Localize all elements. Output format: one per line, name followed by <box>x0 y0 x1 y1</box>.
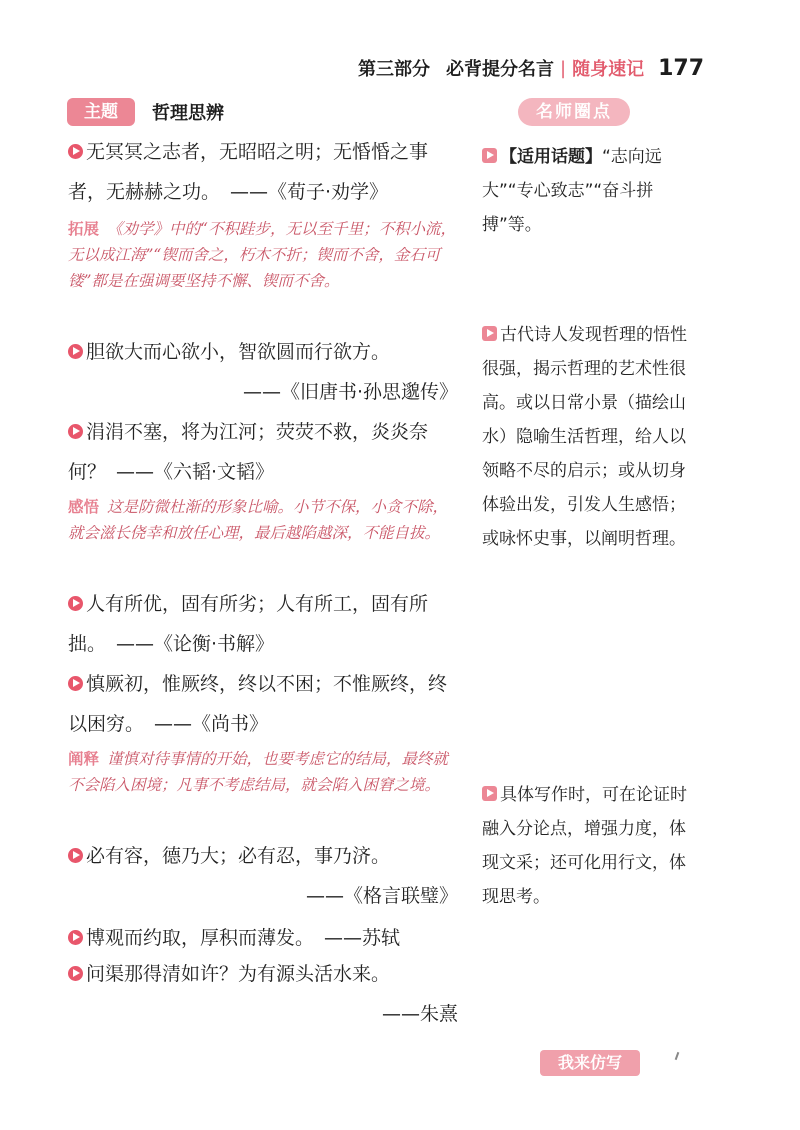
quote-source: ——《论衡·书解》 <box>116 633 275 655</box>
play-bullet-icon <box>68 676 83 691</box>
note-explain <box>68 746 458 798</box>
note-tag: 感悟 <box>68 498 100 516</box>
section-label: 必背提分名言 <box>446 59 554 80</box>
play-bullet-icon <box>68 596 83 611</box>
quote-item <box>68 836 458 916</box>
topic-title: 哲理思辨 <box>152 103 224 124</box>
note-insight <box>68 494 458 546</box>
quote-item <box>68 664 458 744</box>
side-note <box>482 318 694 556</box>
quote-text: 问渠那得清如许？为有源头活水来。 <box>86 963 391 985</box>
quote-source: ——《六韬·文韬》 <box>116 461 275 483</box>
note-text: 这是防微杜渐的形象比喻。小节不保，小贪不除，就会滋长侥幸和放任心理，最后越陷越深，不能自拔。 <box>68 498 449 542</box>
play-bullet-icon <box>68 344 83 359</box>
quote-item <box>68 332 458 412</box>
page-header <box>358 52 718 84</box>
quote-text: 必有容，德乃大；必有忍，事乃济。 <box>86 845 391 867</box>
quote-text: 涓涓不塞，将为江河；荧荧不救，炎炎奈何？ <box>68 421 429 483</box>
side-note-text: 古代诗人发现哲理的悟性很强，揭示哲理的艺术性很高。或以日常小景（描绘山水）隐喻生活哲理，给人以领略不尽的启示；或从切身体验出发，引发人生感悟；或咏怀史事，以阐明哲理。 <box>482 325 687 549</box>
topic-badge: 主题 <box>67 98 135 126</box>
side-notes-badge: 名师圈点 <box>518 98 630 126</box>
play-bullet-icon <box>68 966 83 981</box>
quote-source: ——朱熹 <box>381 1003 458 1025</box>
play-bullet-icon <box>68 144 83 159</box>
side-note-text: 具体写作时，可在论证时融入分论点，增强力度，体现文采；还可化用行文，体现思考。 <box>482 785 687 907</box>
header-separator: | <box>560 57 567 79</box>
note-expand <box>68 216 458 294</box>
part-label: 第三部分 <box>358 59 430 80</box>
quote-source: ——《格言联璧》 <box>305 885 458 907</box>
imitate-writing-tab: 我来仿写 <box>540 1050 640 1076</box>
play-bullet-icon <box>68 848 83 863</box>
quote-item <box>68 132 458 212</box>
note-text: 《劝学》中的“不积跬步，无以至千里；不积小流，无以成江海”“锲而舍之，朽木不折；锲而不舍，金石可镂”都是在强调要坚持不懈、锲而不舍。 <box>68 220 456 290</box>
quote-source: ——《旧唐书·孙思邈传》 <box>242 381 458 403</box>
side-note-text: “志向远大”“专心致志”“奋斗拼搏”等。 <box>482 147 662 235</box>
quote-item <box>68 584 458 664</box>
quote-text: 人有所优，固有所劣；人有所工，固有所拙。 <box>68 593 429 655</box>
pencil-mark <box>675 1052 680 1060</box>
quote-item <box>68 412 458 492</box>
page-number: 177 <box>658 55 705 81</box>
quote-text: 胆欲大而心欲小，智欲圆而行欲方。 <box>86 341 391 363</box>
quote-item <box>68 954 458 1034</box>
arrow-box-icon <box>482 148 497 163</box>
quote-item <box>68 918 458 958</box>
arrow-box-icon <box>482 326 497 341</box>
side-note <box>482 140 694 242</box>
arrow-box-icon <box>482 786 497 801</box>
play-bullet-icon <box>68 930 83 945</box>
note-tag: 阐释 <box>68 750 100 768</box>
quote-source: ——《荀子·劝学》 <box>230 181 389 203</box>
quote-text: 慎厥初，惟厥终，终以不困；不惟厥终，终以困穷。 <box>68 673 448 735</box>
quote-text: 博观而约取，厚积而薄发。 <box>86 927 315 949</box>
play-bullet-icon <box>68 424 83 439</box>
quote-source: ——《尚书》 <box>154 713 269 735</box>
series-label: 随身速记 <box>572 59 645 80</box>
quote-text: 无冥冥之志者，无昭昭之明；无惛惛之事者，无赫赫之功。 <box>68 141 429 203</box>
side-note <box>482 778 694 914</box>
note-text: 谨慎对待事情的开始，也要考虑它的结局，最终就不会陷入困境；凡事不考虑结局，就会陷入困窘之境。 <box>68 750 449 794</box>
note-tag: 拓展 <box>68 220 100 238</box>
side-note-label: 【适用话题】 <box>500 147 602 167</box>
quote-source: ——苏轼 <box>324 927 401 949</box>
